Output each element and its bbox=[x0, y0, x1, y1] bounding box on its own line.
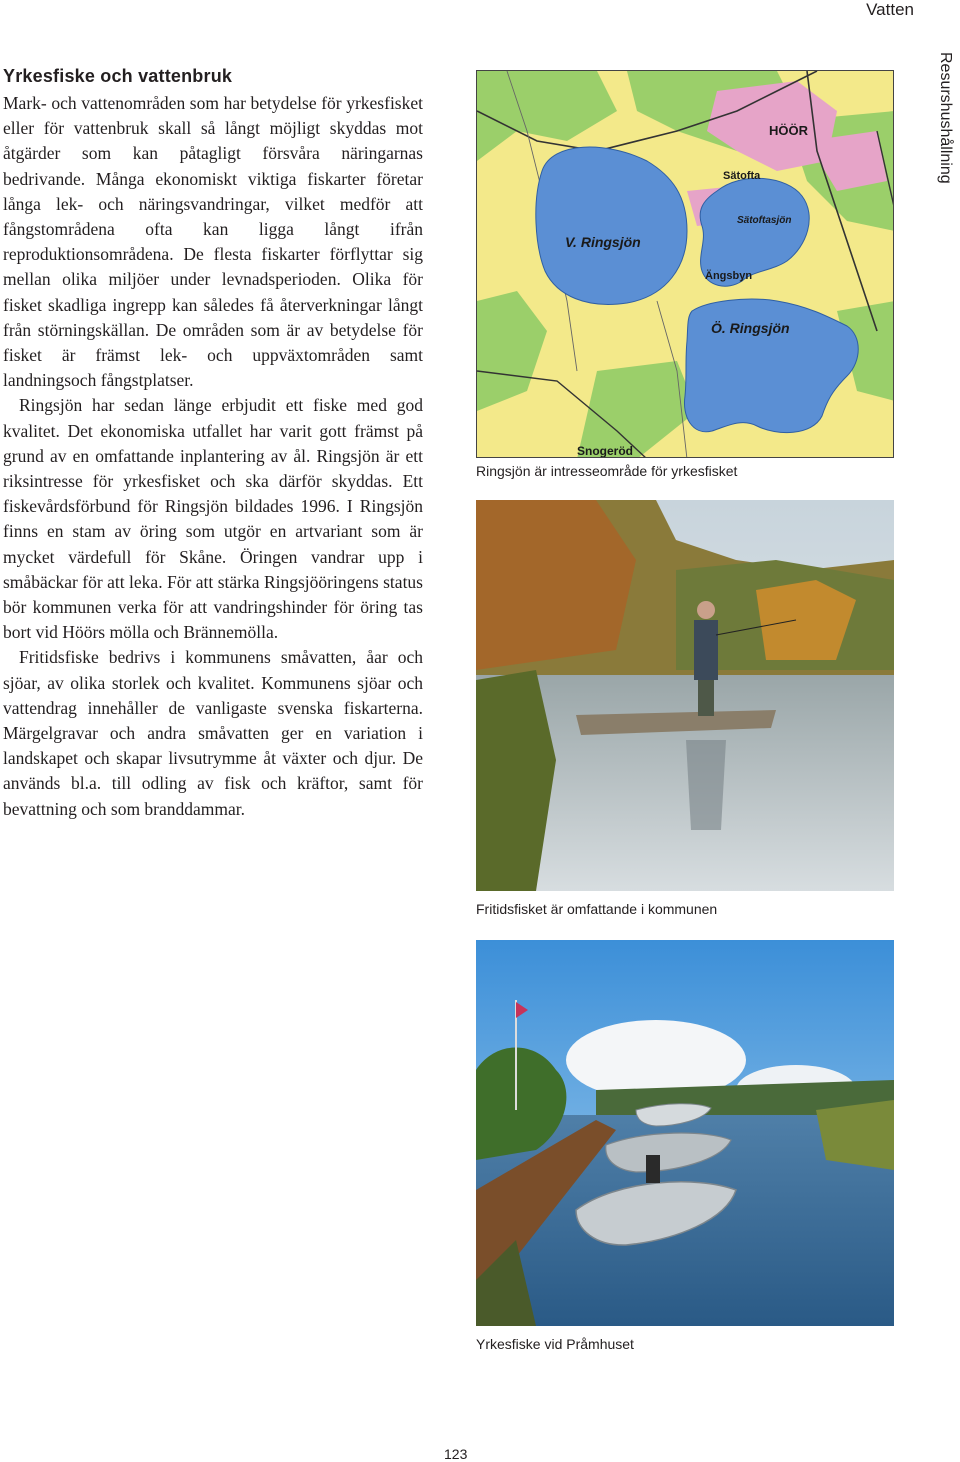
ringsjon-map bbox=[476, 70, 894, 458]
article-paragraph-3: Fritidsfiske bedrivs i kommunens småvatten, åar och sjöar, av olika storlek och kvalitet. Kommunens sjöar och vattendrag innehåller de vanligaste svenska fiskarterna. Märgelgravar och andra småvatten ger en variation i landskapet och skapar livsutrymme åt växter och djur. De används bl.a. till odling av fisk och kräftor, samt för bevattning och som branddammar. bbox=[3, 647, 423, 819]
side-tab-label: Resurshushållning bbox=[937, 52, 954, 184]
photo-angler-graphic bbox=[476, 500, 894, 891]
map-caption: Ringsjön är intresseområde för yrkesfisket bbox=[476, 463, 738, 479]
map-label-hoor: HÖÖR bbox=[769, 123, 808, 138]
side-tab bbox=[930, 52, 956, 212]
map-label-satoftasjon: Sätoftasjön bbox=[737, 215, 792, 226]
section-header: Vatten bbox=[866, 0, 914, 19]
photo-boats-graphic bbox=[476, 940, 894, 1326]
autumn-trees bbox=[476, 500, 636, 670]
map-label-v-ringsjon: V. Ringsjön bbox=[565, 234, 641, 250]
map-label-o-ringsjon: Ö. Ringsjön bbox=[711, 320, 790, 336]
angler-head bbox=[697, 601, 715, 619]
article-title: Yrkesfiske och vattenbruk bbox=[3, 66, 233, 86]
article-column bbox=[3, 64, 423, 822]
reeds bbox=[816, 1100, 894, 1170]
map-label-angsbyn: Ängsbyn bbox=[705, 270, 753, 282]
angler-figure bbox=[694, 620, 718, 680]
photo1-caption: Fritidsfisket är omfattande i kommunen bbox=[476, 901, 718, 917]
photo2-caption: Yrkesfiske vid Pråmhuset bbox=[476, 1336, 634, 1352]
article-paragraph-1: Mark- och vattenområden som har betydelse för yrkesfisket eller för vattenbruk skall så långt möjligt skyddas mot åtgärder som kan påtagligt försvåra näringarnas bedrivande. Många ekonomiskt viktiga fiskarter företar långa lek- och näringsvandringar, vilket medför att fångstområdena ofta kan ligga långt ifrån reproduktionsområdena. De flesta fiskarter förflyttar sig mellan olika miljöer under levnadsperioden. Olika för fisket skadliga ingrepp kan således få återverkningar långt från störningskällan. De områden som är av betydelse för fisket är främst lek- och uppväxtområden samt landningsoch fångstplatser. bbox=[3, 93, 423, 391]
angler-legs bbox=[698, 680, 714, 716]
article-paragraph-2: Ringsjön har sedan länge erbjudit ett fiske med god kvalitet. Det ekonomiska utfallet har varit gott främst på grund av en omfattande inplantering av ål. Ringsjön är ett riksintresse för yrkesfisket och ska därför skyddas. Ett fiskevårdsförbund för Ringsjön bildades 1996. I Ringsjön finns en stam av öring som utgör en artvariant som är mycket värdefull för Skåne. Öringen vandrar upp i småbäckar för att leka. För att stärka Ringsjööringens status bör kommunen verka för att vandringshinder för öring tas bort vid Höörs mölla och Brännemölla. bbox=[3, 395, 423, 643]
map-label-snogerod: Snogeröd bbox=[577, 444, 633, 458]
map-graphic bbox=[477, 71, 894, 458]
reflection bbox=[686, 740, 726, 830]
photo-boats-pramhuset bbox=[476, 940, 894, 1326]
photo-angler-jetty bbox=[476, 500, 894, 891]
page-number: 123 bbox=[444, 1446, 468, 1462]
map-label-satofta: Sätofta bbox=[723, 170, 761, 182]
outboard-motor bbox=[646, 1155, 660, 1183]
